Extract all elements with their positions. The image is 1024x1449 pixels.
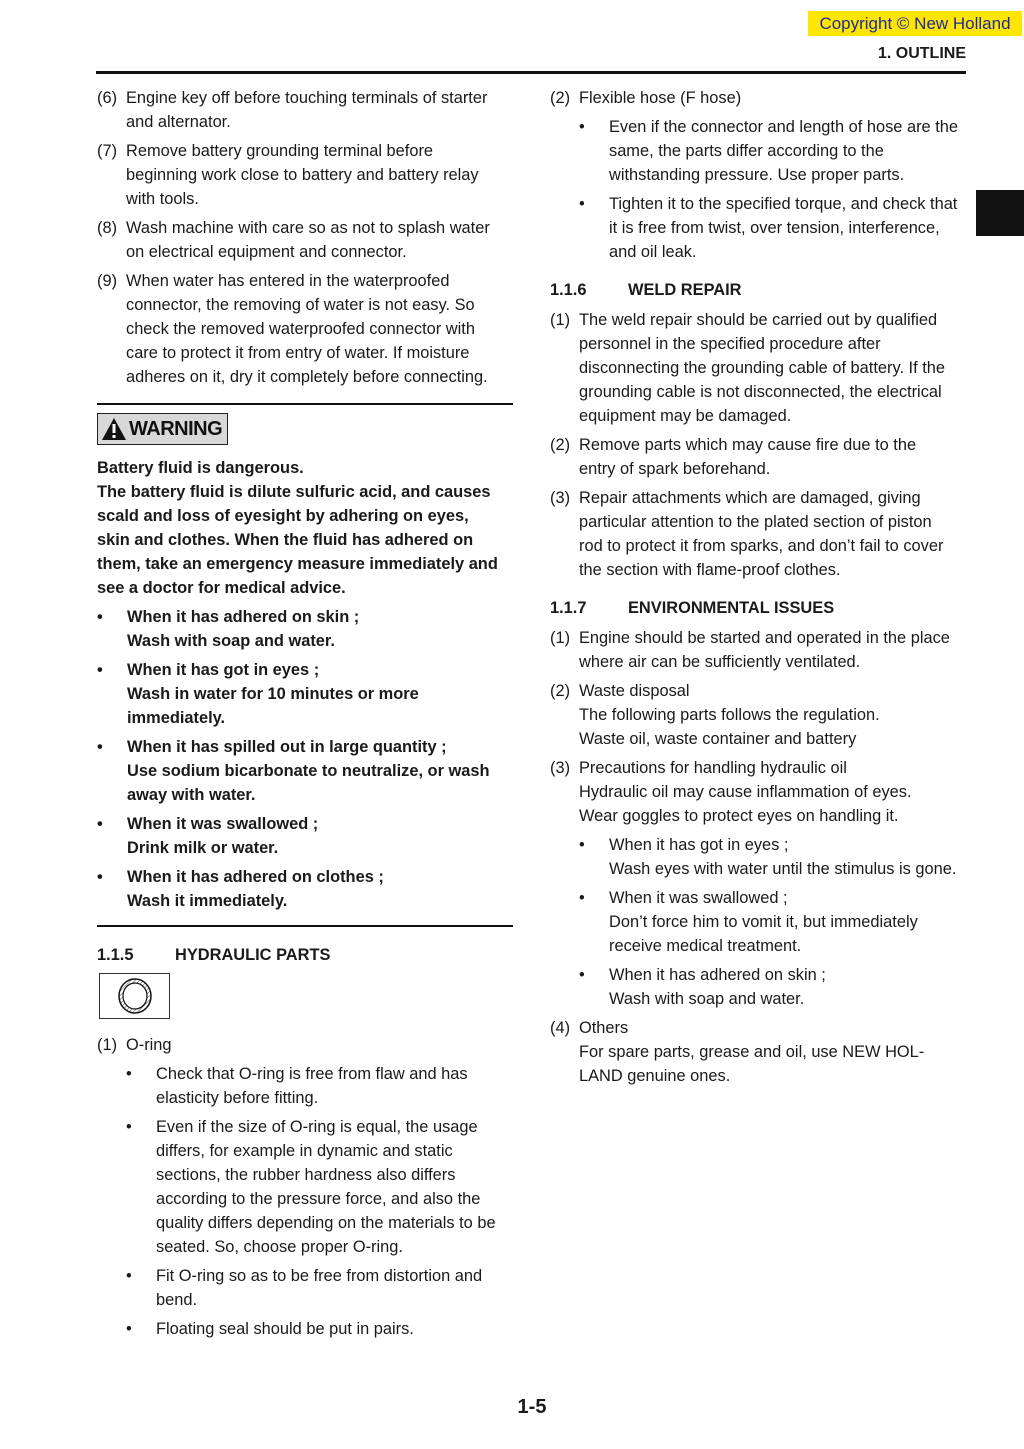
env-item-4 [550, 1016, 968, 1088]
page-number: 1-5 [517, 1396, 547, 1418]
bullet-text [127, 658, 513, 730]
text-line: Fit O-ring so as to be free from distortion and [156, 1267, 483, 1285]
text-line: receive medical treatment. [609, 937, 802, 955]
section-heading-weld [550, 278, 968, 302]
warning-badge [97, 413, 228, 445]
text-line: Wash in water for 10 minutes or more [127, 685, 419, 703]
text-line: disconnecting the grounding cable of battery. If the [579, 359, 945, 377]
text-line: Floating seal should be put in pairs. [156, 1320, 414, 1338]
warning-bottom-rule [97, 925, 513, 927]
item-text [579, 679, 968, 751]
text-line: When it was swallowed ; [609, 889, 788, 907]
list-item [550, 308, 968, 428]
text-line: according to the pressure force, and also the [156, 1190, 481, 1208]
bullet-item [97, 812, 513, 860]
text-line: see a doctor for medical advice. [97, 579, 346, 597]
bullet-icon: • [126, 1267, 132, 1285]
bullet-icon: • [126, 1118, 132, 1136]
text-line: Waste disposal [579, 682, 690, 700]
item-text [126, 269, 513, 389]
text-line: Engine should be started and operated in the place [579, 629, 950, 647]
text-line: sections, the rubber hardness also differs [156, 1166, 456, 1184]
text-line: elasticity before fitting. [156, 1089, 319, 1107]
bullet-text [609, 886, 968, 958]
list-item [97, 216, 513, 264]
item-number: (8) [97, 219, 118, 237]
env-item-1 [550, 626, 968, 674]
weld-list [550, 308, 968, 582]
bullet-item [97, 658, 513, 730]
bullet-item [126, 1264, 513, 1312]
text-line: bend. [156, 1291, 198, 1309]
warning-bullets [97, 605, 513, 913]
item-text [579, 433, 968, 481]
left-column [97, 86, 513, 1346]
o-ring-icon [99, 973, 170, 1019]
item-text [579, 308, 968, 428]
bullet-item [579, 833, 968, 881]
warning-intro [97, 456, 513, 600]
text-line: Wear goggles to protect eyes on handling it. [579, 807, 899, 825]
warning-label: WARNING [129, 418, 223, 440]
bullet-item [97, 865, 513, 913]
bullet-icon: • [126, 1320, 132, 1338]
item-text [579, 756, 968, 828]
item-number: (7) [97, 142, 118, 160]
bullet-icon: • [579, 195, 585, 213]
bullet-item [126, 1062, 513, 1110]
item-text [579, 626, 968, 674]
precaution-list [97, 86, 513, 389]
bullet-icon: • [97, 661, 103, 679]
item-text [579, 486, 968, 582]
text-line: When it has adhered on skin ; [127, 608, 360, 626]
text-line: Check that O-ring is free from flaw and has [156, 1065, 468, 1083]
item-text [126, 139, 513, 211]
text-line: Repair attachments which are damaged, giving [579, 489, 921, 507]
warning-block [97, 413, 513, 913]
text-line: Wash it immediately. [127, 892, 288, 910]
text-line: Even if the size of O-ring is equal, the usage [156, 1118, 478, 1136]
hose-item [550, 86, 968, 110]
text-line: with tools. [126, 190, 199, 208]
item-number: (3) [550, 489, 571, 507]
item-number: (1) [550, 311, 571, 329]
text-line: away with water. [127, 786, 256, 804]
section-number: 1.1.6 [550, 281, 587, 299]
text-line: Wash with soap and water. [609, 990, 805, 1008]
item-number: (1) [550, 629, 571, 647]
text-line: differs, for example in dynamic and static [156, 1142, 453, 1160]
text-line: When it has got in eyes ; [127, 661, 320, 679]
warning-triangle-icon [101, 417, 127, 441]
text-line: equipment may be damaged. [579, 407, 792, 425]
o-ring-bullets [97, 1062, 513, 1341]
list-item [550, 626, 968, 674]
item-number: (9) [97, 272, 118, 290]
text-line: Others [579, 1019, 629, 1037]
bullet-icon: • [97, 868, 103, 886]
bullet-icon: • [579, 966, 585, 984]
bullet-item [126, 1317, 513, 1341]
text-line: When it has adhered on skin ; [609, 966, 826, 984]
text-line: When it has spilled out in large quantity ; [127, 738, 447, 756]
bullet-text [127, 735, 513, 807]
copyright-banner: Copyright © New Holland [808, 11, 1022, 36]
bullet-item [579, 963, 968, 1011]
bullet-item [579, 886, 968, 958]
list-item [550, 486, 968, 582]
list-item [97, 139, 513, 211]
text-line: Wash machine with care so as not to splash water [126, 219, 490, 237]
text-line: on electrical equipment and connector. [126, 243, 407, 261]
text-line: Remove parts which may cause fire due to the [579, 436, 917, 454]
text-line: adheres on it, dry it completely before connecting. [126, 368, 488, 386]
text-line: The battery fluid is dilute sulfuric acid, and causes [97, 483, 491, 501]
list-item [97, 86, 513, 134]
list-item [550, 756, 968, 828]
bullet-item [579, 192, 968, 264]
item-number: (2) [550, 682, 571, 700]
item-number: (2) [550, 436, 571, 454]
list-item [550, 1016, 968, 1088]
text-line: withstanding pressure. Use proper parts. [609, 166, 905, 184]
text-line: Precautions for handling hydraulic oil [579, 759, 847, 777]
bullet-text [127, 605, 513, 653]
bullet-item [97, 735, 513, 807]
item-title: O-ring [126, 1036, 172, 1054]
warning-top-rule [97, 403, 513, 405]
bullet-icon: • [579, 889, 585, 907]
bullet-icon: • [97, 608, 103, 626]
env-item-3 [550, 756, 968, 828]
bullet-text [127, 812, 513, 860]
text-line: quality differs depending on the materials to be [156, 1214, 496, 1232]
text-line: entry of spark beforehand. [579, 460, 771, 478]
item-number: (2) [550, 89, 571, 107]
item-title: Flexible hose (F hose) [579, 89, 742, 107]
text-line: same, the parts differ according to the [609, 142, 884, 160]
text-line: The weld repair should be carried out by qualified [579, 311, 938, 329]
text-line: check the removed waterproofed connector with [126, 320, 475, 338]
section-number: 1.1.7 [550, 599, 587, 617]
bullet-icon: • [97, 815, 103, 833]
text-line: grounding cable is not disconnected, the electrical [579, 383, 942, 401]
bullet-text [127, 865, 513, 913]
text-line: Engine key off before touching terminals of starter [126, 89, 488, 107]
bullet-item [97, 605, 513, 653]
text-line: Don’t force him to vomit it, but immediately [609, 913, 918, 931]
text-line: When water has entered in the waterproofed [126, 272, 450, 290]
text-line: Drink milk or water. [127, 839, 279, 857]
text-line: Waste oil, waste container and battery [579, 730, 857, 748]
section-title: 1. OUTLINE [877, 45, 966, 62]
list-item [97, 269, 513, 389]
bullet-icon: • [126, 1065, 132, 1083]
section-heading-hydraulic [97, 943, 513, 967]
bullet-text [156, 1317, 513, 1341]
bullet-text [609, 833, 968, 881]
section-title-text: WELD REPAIR [628, 281, 742, 299]
section-number: 1.1.5 [97, 946, 134, 964]
section-title-text: HYDRAULIC PARTS [175, 946, 331, 964]
o-ring-item [97, 1033, 513, 1057]
right-column [550, 86, 968, 1093]
item-number: (1) [97, 1036, 118, 1054]
bullet-item [126, 1115, 513, 1259]
bullet-text [609, 115, 968, 187]
env-item-3-bullets [550, 833, 968, 1011]
bullet-text [609, 192, 968, 264]
text-line: Use sodium bicarbonate to neutralize, or wash [127, 762, 490, 780]
bullet-icon: • [579, 118, 585, 136]
text-line: The following parts follows the regulation. [579, 706, 880, 724]
section-title-text: ENVIRONMENTAL ISSUES [628, 599, 835, 617]
text-line: scald and loss of eyesight by adhering on eyes, [97, 507, 469, 525]
text-line: immediately. [127, 709, 226, 727]
list-item [550, 433, 968, 481]
chapter-tab-marker [976, 190, 1024, 236]
text-line: Tighten it to the specified torque, and check that [609, 195, 958, 213]
text-line: Even if the connector and length of hose are the [609, 118, 958, 136]
bullet-icon: • [97, 738, 103, 756]
bullet-text [609, 963, 968, 1011]
text-line: beginning work close to battery and battery relay [126, 166, 479, 184]
text-line: particular attention to the plated section of piston [579, 513, 932, 531]
text-line: Remove battery grounding terminal before [126, 142, 434, 160]
text-line: When it has got in eyes ; [609, 836, 789, 854]
text-line: and oil leak. [609, 243, 697, 261]
env-item-2 [550, 679, 968, 751]
text-line: Battery fluid is dangerous. [97, 459, 304, 477]
bullet-text [156, 1062, 513, 1110]
header-rule [96, 71, 966, 74]
hose-bullets [550, 115, 968, 264]
list-item [550, 679, 968, 751]
bullet-icon: • [579, 836, 585, 854]
text-line: Hydraulic oil may cause inflammation of eyes. [579, 783, 912, 801]
bullet-text [156, 1264, 513, 1312]
item-number: (4) [550, 1019, 571, 1037]
text-line: For spare parts, grease and oil, use NEW HOL- [579, 1043, 925, 1061]
section-heading-environment [550, 596, 968, 620]
text-line: Wash eyes with water until the stimulus is gone. [609, 860, 957, 878]
text-line: the section with flame-proof clothes. [579, 561, 841, 579]
bullet-text [156, 1115, 513, 1259]
bullet-item [579, 115, 968, 187]
text-line: them, take an emergency measure immediately and [97, 555, 498, 573]
text-line: When it was swallowed ; [127, 815, 319, 833]
text-line: Wash with soap and water. [127, 632, 335, 650]
text-line: seated. So, choose proper O-ring. [156, 1238, 403, 1256]
text-line: where air can be sufficiently ventilated. [579, 653, 861, 671]
text-line: LAND genuine ones. [579, 1067, 731, 1085]
text-line: When it has adhered on clothes ; [127, 868, 384, 886]
text-line: it is free from twist, over tension, interference, [609, 219, 940, 237]
text-line: rod to protect it from sparks, and don’t fail to cover [579, 537, 944, 555]
text-line: connector, the removing of water is not easy. So [126, 296, 475, 314]
text-line: and alternator. [126, 113, 231, 131]
text-line: skin and clothes. When the fluid has adhered on [97, 531, 474, 549]
item-number: (3) [550, 759, 571, 777]
item-text [579, 1016, 968, 1088]
item-text [126, 86, 513, 134]
text-line: care to protect it from entry of water. If moisture [126, 344, 470, 362]
item-number: (6) [97, 89, 118, 107]
item-text [126, 216, 513, 264]
text-line: personnel in the specified procedure after [579, 335, 881, 353]
